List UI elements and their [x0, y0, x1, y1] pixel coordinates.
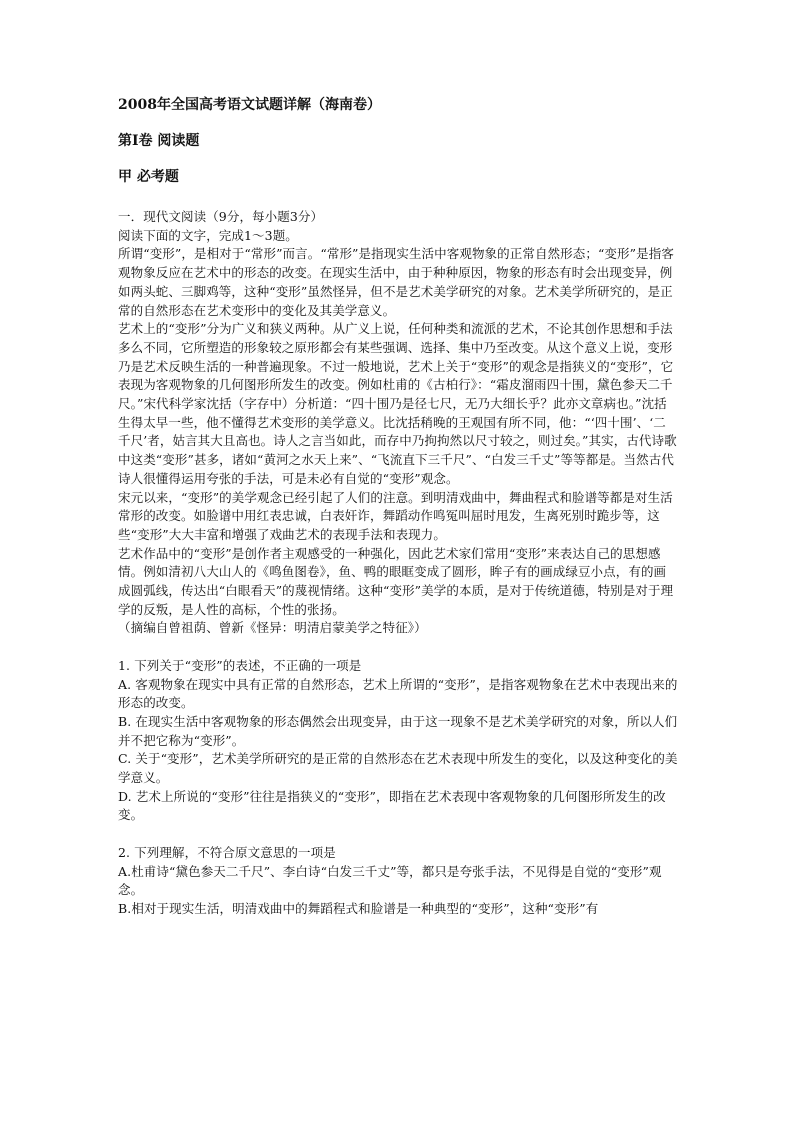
question-option: B. 在现实生活中客观物象的形态偶然会出现变异，由于这一现象不是艺术美学研究的对象，所以人们并不把它称为“变形”。 [118, 713, 678, 748]
reading-instruction: 阅读下面的文字，完成1～3题。 [118, 227, 298, 243]
question-option: A.杜甫诗“黛色参天二千尺”、李白诗“白发三千丈”等，都只是夸张手法，不见得是自觉的“变形”观念。 [118, 863, 662, 898]
part-heading: 一．现代文阅读（9分，每小题3分） [118, 209, 324, 224]
passage-paragraph: 宋元以来，“变形”的美学观念已经引起了人们的注意。到明清戏曲中，舞曲程式和脸谱等都是对生活常形的改变。如脸谱中用红表忠诚，白表奸诈，舞蹈动作鸣冤叫屈时甩发，生离死别时跪步等，这些“变形”大大丰富和增强了戏曲艺术的表现手法和表现力。 [118, 489, 673, 542]
passage-source: （摘编自曾祖荫、曾新《怪异：明清启蒙美学之特征》） [118, 620, 427, 636]
question-option: A. 客观物象在现实中具有正常的自然形态，艺术上所谓的“变形”，是指客观物象在艺术中表现出来的形态的改变。 [118, 676, 678, 711]
question-1 [118, 657, 678, 825]
subsection-heading: 甲 必考题 [118, 169, 179, 185]
passage-paragraph: 艺术上的“变形”分为广义和狭义两种。从广义上说，任何种类和流派的艺术，不论其创作思想和手法多么不同，它所塑造的形象较之原形都会有某些强调、选择、集中乃至改变。从这个意义上说，变形乃是艺术反映生活的一种普遍现象。不过一般地说，艺术上关于“变形”的观念是指狭义的“变形”，它表现为客观物象的几何图形所发生的改变。例如杜甫的《古柏行》：“霜皮溜雨四十围，黛色参天二千尺。”宋代科学家沈括（字存中）分析道：“四十围乃是径七尺，无乃大细长乎？此亦文章病也。”沈括生得太早一些，他不懂得艺术变形的美学意义。比沈括稍晚的王观国有所不同，他：“‘四十围’、‘二千尺’者，姑言其大且高也。诗人之言当如此，而存中乃拘拘然以尺寸较之，则过矣。”其实，古代诗歌中这类“变形”甚多，诸如“黄河之水天上来”、“飞流直下三千尺”、“白发三千丈”等等都是。当然古代诗人很懂得运用夸张的手法，可是未必有自觉的“变形”观念。 [118, 321, 677, 486]
section-heading: 第Ⅰ卷 阅读题 [118, 133, 200, 149]
passage-paragraph: 所谓“变形”，是相对于“常形”而言。“常形”是指现实生活中客观物象的正常自然形态；“变形”是指客观物象反应在艺术中的形态的改变。在现实生活中，由于种种原因，物象的形态有时会出现变异，例如两头蛇、三脚鸡等，这种“变形”虽然怪异，但不是艺术美学研究的对象。艺术美学所研究的，是正常的自然形态在艺术变形中的变化及其美学意义。 [118, 246, 674, 318]
document-page [118, 96, 678, 919]
question-2 [118, 844, 678, 919]
passage-paragraph: 艺术作品中的“变形”是创作者主观感受的一种强化，因此艺术家们常用“变形”来表达自己的思想感情。例如清初八大山人的《鸣鱼图卷》，鱼、鸭的眼眶变成了圆形，眸子有的画成绿豆小点，有的画成圆弧线，传达出“白眼看天”的蔑视情绪。这种“变形”美学的本质，是对于传统道德，特别是对于理学的反叛，是人性的高标，个性的张扬。 [118, 545, 674, 617]
question-option: D. 艺术上所说的“变形”往往是指狭义的“变形”，即指在艺术表现中客观物象的几何图形所发生的改变。 [118, 788, 666, 823]
document-title: 2008年全国高考语文试题详解（海南卷） [118, 97, 381, 113]
question-stem: 1. 下列关于“变形”的表述，不正确的一项是 [118, 657, 362, 673]
question-option: B.相对于现实生活，明清戏曲中的舞蹈程式和脸谱是一种典型的“变形”，这种“变形”有 [118, 900, 599, 916]
question-stem: 2. 下列理解，不符合原文意思的一项是 [118, 844, 336, 860]
question-option: C. 关于“变形”，艺术美学所研究的是正常的自然形态在艺术表现中所发生的变化，以及这种变化的美学意义。 [118, 751, 678, 786]
spacer [118, 638, 678, 657]
spacer [118, 825, 678, 844]
